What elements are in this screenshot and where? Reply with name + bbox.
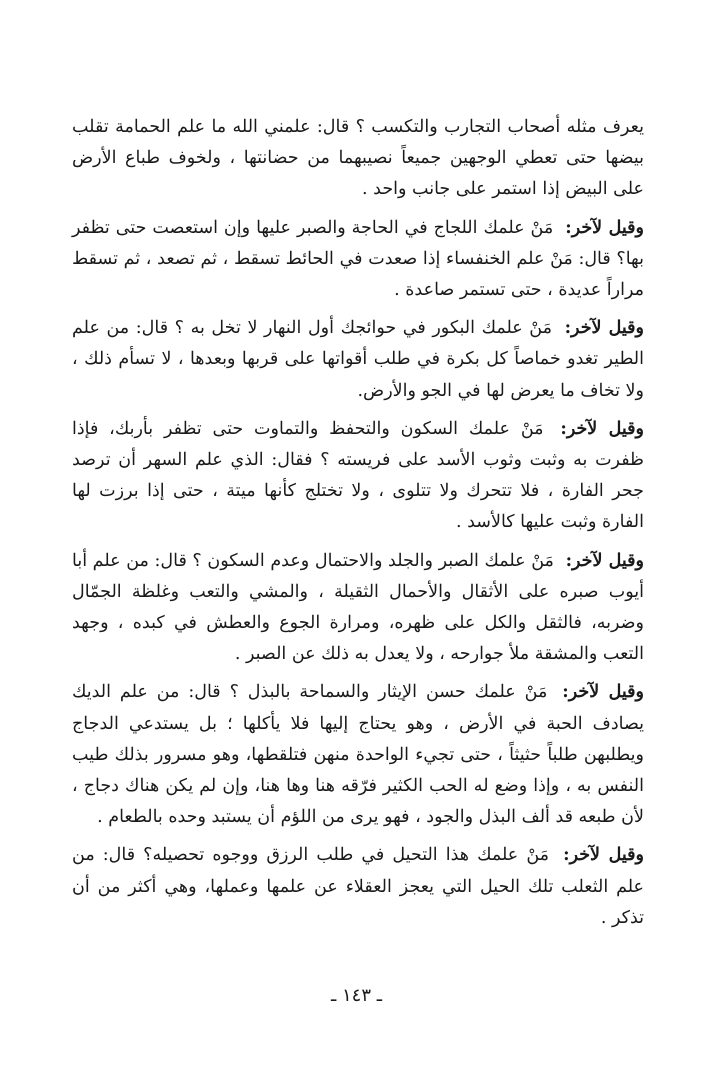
paragraph-7 — [72, 840, 644, 934]
paragraph-6-text: مَنْ علمك حسن الإيثار والسماحة بالبذل ؟ قال: من علم الديك يصادف الحبة في الأرض ، وهو يحتاج إليها فلا يأكلها ؛ بل يستدعي الدجاج ويطلبهن طلباً حثيثاً ، حتى تجيء الواحدة منهن فتلقطها، وهو مسرور بذلك طيب النفس به ، وإذا وضع له الحب الكثير فرّقه هنا وها هنا، وإن لم يكن هناك دجاج ، لأن طبعه قد ألف البذل والجود ، فهو يرى من اللؤم أن يستبد وحده بالطعام . — [72, 682, 644, 828]
paragraph-1-text: يعرف مثله أصحاب التجارب والتكسب ؟ قال: علمني الله ما علم الحمامة تقلب بيضها حتى تعطي الوجهين جميعاً نصيبهما من حضانتها ، ولخوف طباع الأرض على البيض إذا استمر على جانب واحد . — [72, 117, 644, 200]
paragraph-5 — [72, 546, 644, 671]
paragraph-3-text: مَنْ علمك البكور في حوائجك أول النهار لا تخل به ؟ قال: من علم الطير تغدو خماصاً كل بكرة في طلب أقواتها على قربها وبعدها ، لا تسأم ذلك ، ولا تخاف ما يعرض لها في الجو والأرض. — [72, 318, 644, 401]
paragraph-3-lead: وقيل لآخر: — [564, 318, 644, 339]
paragraph-5-lead: وقيل لآخر: — [565, 550, 644, 571]
paragraph-2 — [72, 213, 644, 307]
paragraph-2-lead: وقيل لآخر: — [565, 217, 644, 238]
page-number: ـ ١٤٣ ـ — [330, 985, 382, 1006]
paragraph-7-lead: وقيل لآخر: — [563, 845, 644, 866]
paragraph-2-text: مَنْ علمك اللجاج في الحاجة والصبر عليها وإن استعصت حتى تظفر بها؟ قال: مَنْ علم الخنفساء إذا صعدت في الحائط تسقط ، ثم تصعد ، ثم تسقط مراراً عديدة ، حتى تستمر صاعدة . — [72, 217, 644, 301]
paragraph-7-text: مَنْ علمك هذا التحيل في طلب الرزق ووجوه تحصيله؟ قال: من علم الثعلب تلك الحيل التي يعجز العقلاء عن علمها وعملها، وهي أكثر من أن تذكر . — [72, 845, 644, 928]
paragraph-4-lead: وقيل لآخر: — [560, 418, 644, 439]
page-body — [72, 112, 644, 941]
paragraph-6-lead: وقيل لآخر: — [562, 682, 644, 703]
paragraph-6 — [72, 677, 644, 833]
paragraph-1 — [72, 112, 644, 206]
paragraph-3 — [72, 313, 644, 407]
paragraph-4-text: مَنْ علمك السكون والتحفظ والتماوت حتى تظفر بأربك، فإذا ظفرت به وثبت وثوب الأسد على فريسته ؟ فقال: الذي علم السهر أن ترصد جحر الفارة ، فلا تتحرك ولا تتلوى ، ولا تختلج كأنها ميتة ، حتى إذا برزت لها الفارة وثبت عليها كالأسد . — [72, 418, 644, 533]
paragraph-5-text: مَنْ علمك الصبر والجلد والاحتمال وعدم السكون ؟ قال: من علم أبا أيوب صبره على الأثقال والأحمال الثقيلة ، والمشي والتعب وغلظة الجمّال وضربه، فالثقل والكل على ظهره، ومرارة الجوع والعطش في كبده ، وجهد التعب والمشقة ملأ جوارحه ، ولا يعدل به ذلك عن الصبر . — [72, 550, 644, 665]
paragraph-4 — [72, 414, 644, 539]
